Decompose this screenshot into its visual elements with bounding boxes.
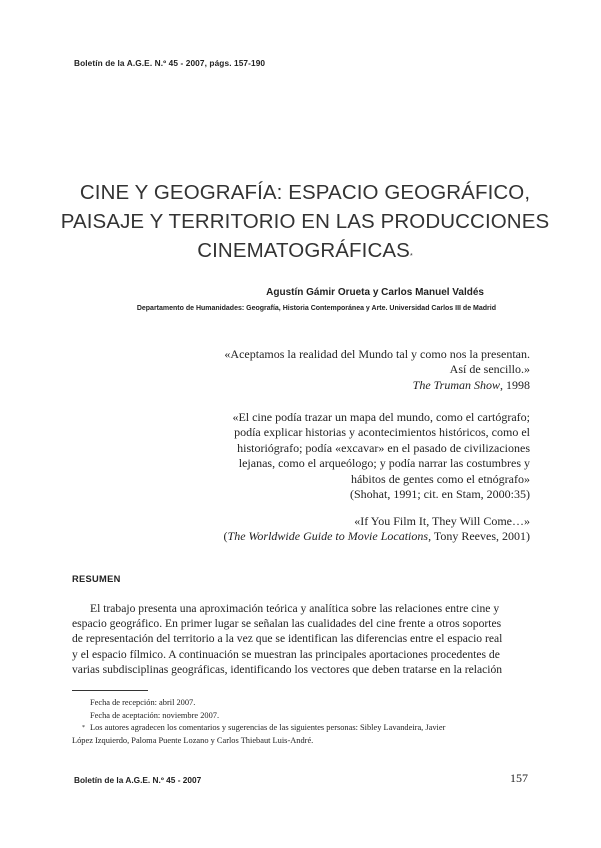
footnotes (72, 697, 530, 747)
footnote-acknowledgement (72, 722, 530, 735)
epigraph-source-year: , 1998 (500, 377, 530, 392)
epigraph-line: Así de sencillo.» (449, 362, 530, 377)
abstract-text (72, 601, 530, 677)
epigraph-line: lejanas, como el arqueólogo; y podía narrar las costumbres y (238, 456, 530, 471)
title-footnote-mark: * (409, 253, 413, 260)
epigraph-source-rest: , Tony Reeves, 2001) (428, 529, 530, 544)
footnote-received: Fecha de recepción: abril 2007. (90, 698, 196, 707)
abstract-line: y el espacio fílmico. A continuación se muestran las principales aportaciones procedentes de (72, 647, 500, 661)
footnote-divider (72, 690, 148, 691)
footnote-acknowledgement-line: López Izquierdo, Paloma Puente Lozano y Carlos Thiebaut Luis-André. (72, 735, 314, 745)
authors: Agustín Gámir Orueta y Carlos Manuel Valdés (266, 287, 484, 298)
epigraph-source (150, 529, 530, 544)
abstract-line: espacio geográfico. En primer lugar se señalan las cualidades del cine frente a otros soportes (72, 617, 502, 631)
epigraph-line: hábitos de gentes como el etnógrafo» (351, 471, 530, 486)
title-line (60, 236, 550, 265)
epigraph-shohat (150, 410, 530, 502)
epigraph-source-title: The Truman Show (412, 377, 500, 392)
title-line: PAISAJE Y TERRITORIO EN LAS PRODUCCIONES (60, 210, 550, 233)
footnote-acknowledgement-line: Los autores agradecen los comentarios y sugerencias de las siguientes personas: Sibley Lavandeira, Javier (90, 723, 446, 733)
footnote-accepted: Fecha de aceptación: noviembre 2007. (90, 710, 220, 720)
epigraph-worldwide-guide (150, 514, 530, 545)
epigraph-line: podía explicar historias y acontecimientos históricos, como el (234, 425, 530, 440)
abstract-line: varias subdisciplinas geográficas, identificando los vectores que deben tratarse en la relación (72, 662, 503, 676)
epigraph-source-title: The Worldwide Guide to Movie Locations (227, 529, 429, 544)
epigraph-line: «If You Film It, They Will Come…» (354, 514, 530, 528)
running-header: Boletín de la A.G.E. N.º 45 - 2007, págs. 157-190 (74, 58, 266, 68)
article-title (60, 178, 550, 265)
abstract-line: El trabajo presenta una aproximación teórica y analítica sobre las relaciones entre cine y (90, 602, 500, 615)
epigraph-source (150, 378, 530, 393)
abstract-heading: RESUMEN (72, 574, 121, 584)
abstract-line: de representación del territorio a la vez que se identifican las diferencias entre el espacio real (72, 632, 503, 646)
epigraph-citation: (Shohat, 1991; cit. en Stam, 2000:35) (350, 487, 530, 502)
footnote-mark: * (82, 725, 85, 732)
running-footer: Boletín de la A.G.E. N.º 45 - 2007 (74, 775, 202, 785)
title-line: CINE Y GEOGRAFÍA: ESPACIO GEOGRÁFICO, (79, 181, 531, 204)
epigraph-line: «El cine podía trazar un mapa del mundo, como el cartógrafo; (232, 410, 530, 424)
epigraph-line: historiógrafo; podía «excavar» en el pasado de civilizaciones (237, 440, 530, 455)
epigraph-truman-show (150, 347, 530, 393)
epigraph-source-open: ( (223, 529, 228, 544)
title-line-text: CINEMATOGRÁFICAS (197, 239, 410, 262)
affiliation: Departamento de Humanidades: Geografía, Historia Contemporánea y Arte. Universidad Carlos III de Madrid (136, 305, 496, 312)
epigraph-line: «Aceptamos la realidad del Mundo tal y como nos la presentan. (224, 347, 530, 361)
page-number: 157 (510, 771, 528, 785)
